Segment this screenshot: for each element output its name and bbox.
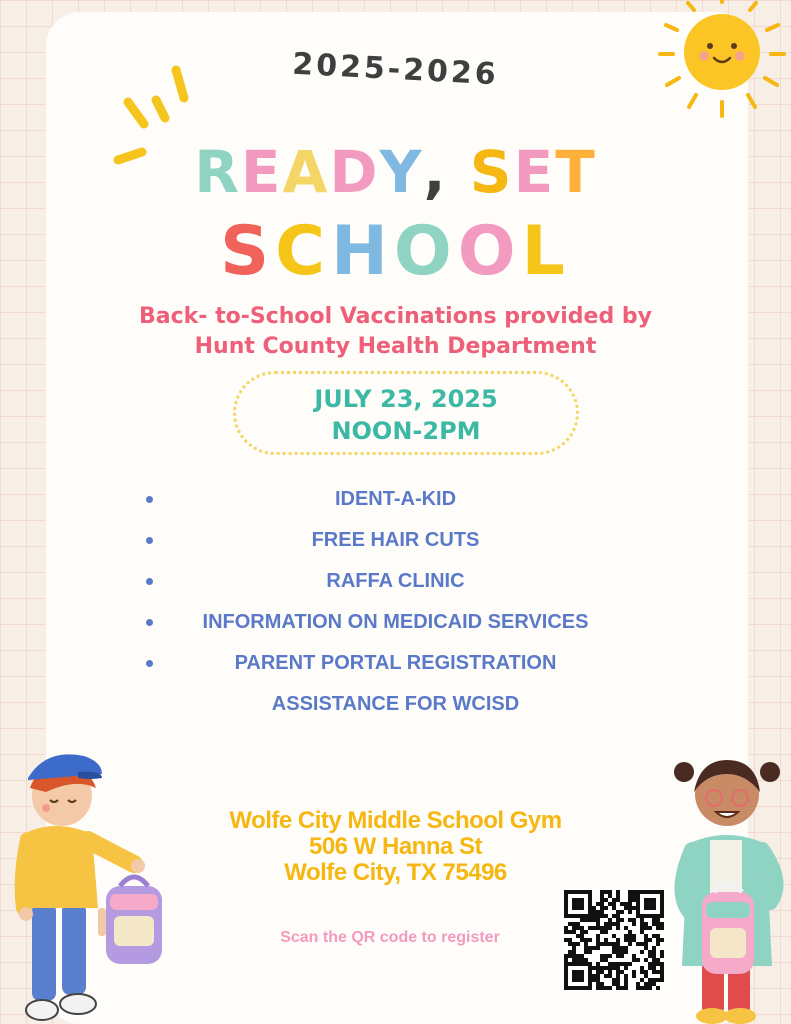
subtitle-line-1: Back- to-School Vaccinations provided by <box>139 304 652 329</box>
girl-with-backpack-illustration <box>666 752 790 1024</box>
boy-with-backpack-illustration <box>6 748 176 1024</box>
list-item: ASSISTANCE FOR WCISD <box>271 693 520 715</box>
event-date-box <box>233 371 579 455</box>
headline-letter: Y <box>379 138 424 206</box>
headline-letter: R <box>194 138 241 206</box>
location-name: Wolfe City Middle School Gym <box>229 807 562 834</box>
qr-prompt: Scan the QR code to register <box>280 929 500 946</box>
headline-school <box>0 212 791 291</box>
list-item: IDENT-A-KID <box>0 484 791 525</box>
subtitle-line-2: Hunt County Health Department <box>194 334 597 359</box>
school-year: 2025-2026 <box>291 46 500 93</box>
bullet-icon <box>146 496 153 503</box>
registration-qr-code[interactable] <box>564 890 664 990</box>
headline-letter: O <box>457 212 522 291</box>
headline-letter: O <box>393 212 458 291</box>
headline-letter: A <box>282 138 330 206</box>
headline-letter: S <box>469 138 514 206</box>
headline-letter: L <box>521 212 571 291</box>
bullet-icon <box>146 537 153 544</box>
event-time: NOON-2PM <box>331 417 481 445</box>
list-item: RAFFA CLINIC <box>0 566 791 607</box>
services-list <box>0 484 791 730</box>
bullet-icon <box>146 660 153 667</box>
headline-letter: H <box>331 212 394 291</box>
headline-letter: E <box>513 138 556 206</box>
headline-letter: T <box>555 138 597 206</box>
bullet-icon <box>146 619 153 626</box>
headline-letter: S <box>220 212 276 291</box>
bullet-icon <box>146 578 153 585</box>
event-date: JULY 23, 2025 <box>314 385 498 413</box>
vaccination-subtitle <box>0 302 791 362</box>
list-item: FREE HAIR CUTS <box>0 525 791 566</box>
headline-letter: C <box>275 212 331 291</box>
headline-letter <box>448 138 470 206</box>
headline-letter: E <box>240 138 283 206</box>
location-city: Wolfe City, TX 75496 <box>284 859 507 886</box>
headline-letter: D <box>329 138 380 206</box>
list-item: INFORMATION ON MEDICAID SERVICES <box>0 607 791 648</box>
headline-letter: , <box>423 138 448 206</box>
list-item: PARENT PORTAL REGISTRATION <box>0 648 791 689</box>
headline-ready-set <box>0 138 791 206</box>
location-street: 506 W Hanna St <box>308 833 483 860</box>
